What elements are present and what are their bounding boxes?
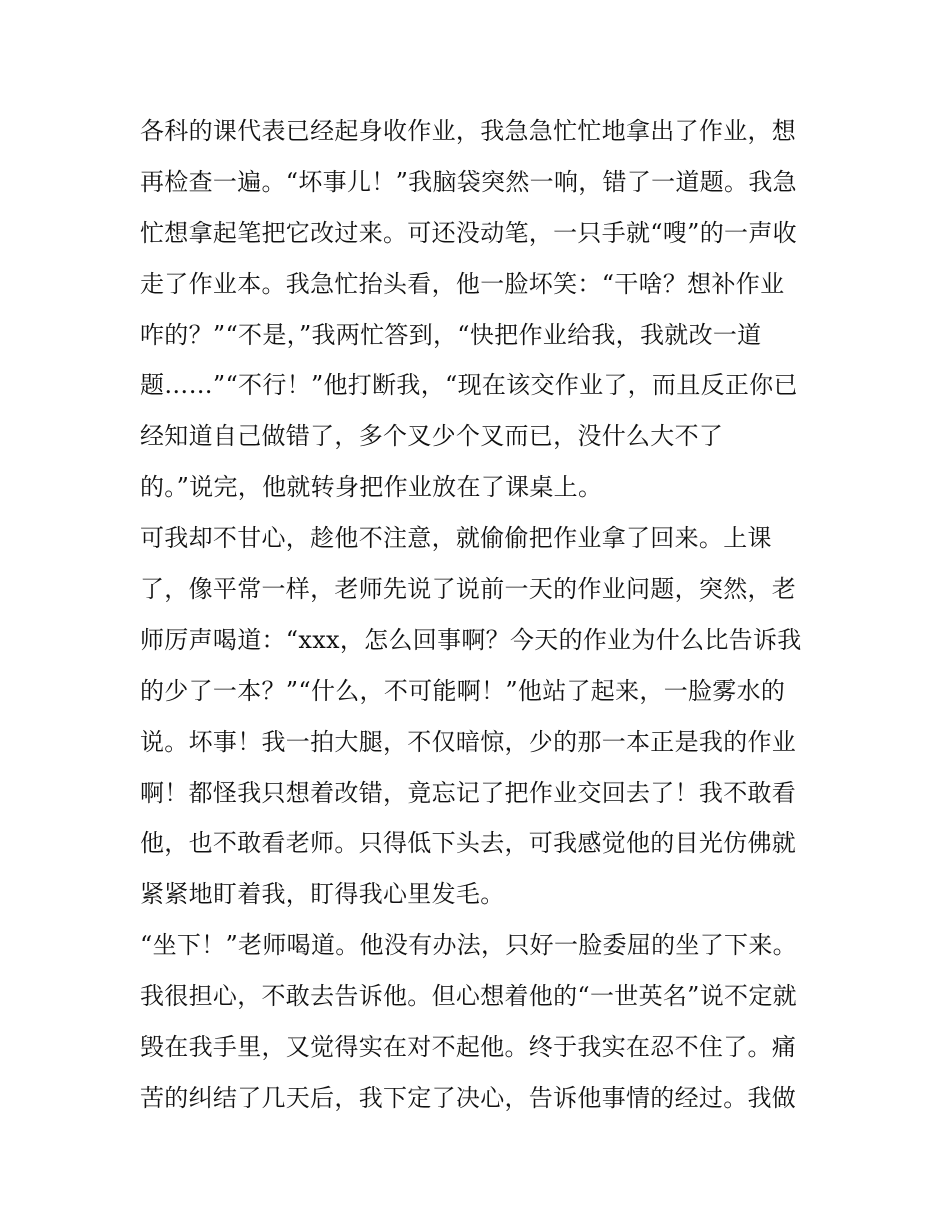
text-line: 苦的纠结了几天后，我下定了决心，告诉他事情的经过。我做: [140, 1083, 797, 1112]
text-line: 的。”说完，他就转身把作业放在了课桌上。: [140, 473, 603, 502]
text-line: 各科的课代表已经起身收作业，我急急忙忙地拿出了作业，想: [140, 117, 797, 145]
text-line: 师厉声喝道：“xxx，怎么回事啊？今天的作业为什么比告诉我: [140, 625, 802, 654]
text-line: 咋的？”“不是，”我两忙答到，“快把作业给我，我就改一道: [140, 320, 762, 349]
text-line: 忙想拿起笔把它改过来。可还没动笔，一只手就“嗖”的一声收: [140, 218, 797, 247]
text-line: 的少了一本？”“什么，不可能啊！”他站了起来，一脸雾水的: [140, 676, 786, 705]
text-line: 经知道自己做错了，多个叉少个叉而已，没什么大不了: [140, 422, 724, 451]
text-line: 我很担心，不敢去告诉他。但心想着他的“一世英名”说不定就: [140, 982, 797, 1011]
text-line: 题……”“不行！”他打断我，“现在该交作业了，而且反正你已: [140, 371, 798, 400]
text-line: “坐下！”老师喝道。他没有办法，只好一脸委屈的坐了下来。: [140, 931, 797, 960]
text-line: 紧紧地盯着我，盯得我心里发毛。: [140, 880, 505, 909]
text-line: 啊！都怪我只想着改错，竟忘记了把作业交回去了！我不敢看: [140, 778, 797, 807]
text-line: 他，也不敢看老师。只得低下头去，可我感觉他的目光仿佛就: [140, 829, 797, 858]
body-text: [140, 106, 820, 1124]
text-line: 毁在我手里，又觉得实在对不起他。终于我实在忍不住了。痛: [140, 1033, 797, 1062]
text-line: 了，像平常一样，老师先说了说前一天的作业问题，突然，老: [140, 575, 797, 604]
text-line: 说。坏事！我一拍大腿，不仅暗惊，少的那一本正是我的作业: [140, 727, 797, 756]
text-line: 走了作业本。我急忙抬头看，他一脸坏笑：“干啥？想补作业: [140, 269, 785, 298]
text-line: 可我却不甘心，趁他不注意，就偷偷把作业拿了回来。上课: [140, 524, 772, 553]
text-line: 再检查一遍。“坏事儿！”我脑袋突然一响，错了一道题。我急: [140, 167, 797, 196]
